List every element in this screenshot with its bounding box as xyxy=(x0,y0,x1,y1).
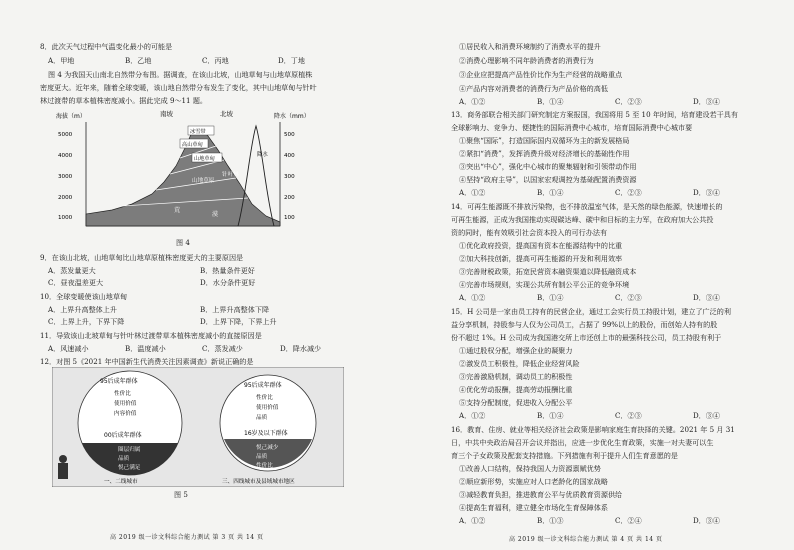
c2-item-2: 使用价值 xyxy=(256,405,279,411)
q11-stem: 11．导致该山北坡草甸与针叶林过渡带草本植株密度减小的直接原因是 xyxy=(40,331,262,340)
intro-line-1: 图 4 为我国天山南北自然带分布图。据调查，在该山北坡，山地草甸与山地草原植株 xyxy=(48,70,313,79)
q12-option-b: B．①④ xyxy=(537,97,564,106)
intro-line-3: 林过渡带的草本植株密度减小。据此完成 9～11 题。 xyxy=(40,96,208,105)
q9-option-d: D．水分条件更好 xyxy=(200,278,256,287)
q11-option-a: A．风速减小 xyxy=(48,344,89,353)
alt-tick-1000: 1000 xyxy=(58,215,73,221)
precip-axis-label: 降水（mm） xyxy=(274,113,310,120)
c2-bottom-item-2: 品质 xyxy=(256,454,268,460)
q15-option-a: A．①② xyxy=(459,411,486,420)
q9-option-b: B．热量条件更好 xyxy=(200,266,255,275)
q15-option-c: C．②③ xyxy=(615,411,642,420)
precip-curve-label: 降水 xyxy=(257,152,268,158)
q16-stem-1: 16．教育、住房、就业等相关经济社会政策是影响家庭生育抉择的关键。2021 年 5 月 31 xyxy=(451,425,735,434)
q12-option-c: C．②③ xyxy=(615,97,642,106)
q13-item-3: ③突出“中心”，强化中心城市的聚集辐射和引领带动作用 xyxy=(459,162,637,171)
precip-tick-200: 200 xyxy=(284,195,295,201)
q14-option-a: A．①② xyxy=(459,293,486,302)
q13-item-2: ②紧扣“消费”，发挥消费升级对经济增长的基础性作用 xyxy=(459,149,630,158)
c1-bottom-item-2: 品质 xyxy=(118,456,130,462)
precip-tick-100: 100 xyxy=(284,215,295,221)
q16-stem-2: 日，中共中央政治局召开会议并指出，应进一步优化生育政策，实施一对夫妻可以生 xyxy=(451,438,714,447)
q12-item-1: ①居民收入和消费环境制约了消费水平的提升 xyxy=(459,42,601,51)
q16-item-1: ①改善人口结构，保持我国人力资源禀赋优势 xyxy=(459,464,601,473)
zone-mountain-meadow: 山地草甸 xyxy=(194,156,215,162)
alt-tick-5000: 5000 xyxy=(58,132,73,138)
q15-option-b: B．①④ xyxy=(537,411,564,420)
precip-tick-400: 400 xyxy=(284,153,295,159)
figure-5-caption: 图 5 xyxy=(174,490,188,499)
north-slope-label: 北坡 xyxy=(220,110,233,118)
q13-option-d: D．③④ xyxy=(693,188,720,197)
c2-item-1: 性价比 xyxy=(256,395,273,401)
precip-tick-500: 500 xyxy=(284,132,295,138)
q15-item-5: ⑤支持分配制度，促进收入分配公平 xyxy=(459,398,573,407)
q13-option-a: A．①② xyxy=(459,188,486,197)
q12-item-2: ②消费心理影响不同年龄消费者的消费行为 xyxy=(459,56,594,65)
q16-option-d: D．③④ xyxy=(693,516,720,525)
south-slope-label: 南坡 xyxy=(160,110,173,118)
figure-5 xyxy=(52,367,344,487)
zone-snow: 冰雪带 xyxy=(190,129,206,135)
q14-item-4: ④完善市场规则，实现公共所有制公平公正的竞争环境 xyxy=(459,280,630,289)
q11-option-c: C．蒸发减少 xyxy=(202,344,243,353)
intro-line-2: 密度更大。近年来，随着全球变暖，该山地自然带分布发生了变化，其中山地草甸与针叶 xyxy=(40,83,317,92)
q10-option-c: C．上界上升，下界下降 xyxy=(48,317,125,326)
q11-option-b: B．温度减小 xyxy=(125,344,166,353)
q15-item-1: ①通过股权分配，增强企业的凝聚力 xyxy=(459,346,573,355)
c1-bottom-item-3: 悦己满足 xyxy=(118,465,141,471)
q14-stem-1: 14．可再生能源既不排放污染物，也不排放温室气体，是天然的绿色能源，快速增长的 xyxy=(451,202,723,211)
q16-item-4: ④提高生育福利，建立健全市场化生育保障体系 xyxy=(459,503,608,512)
q13-stem-1: 13．商务部联合相关部门研究制定方案报国，我国将用 5 至 10 年时间，培育建设若干具有 xyxy=(451,110,738,119)
q14-item-3: ③完善财税政策，拓宽民营资本融资渠道以降低融资成本 xyxy=(459,267,637,276)
q12-option-d: D．③④ xyxy=(693,97,720,106)
q12-item-3: ③企业应把提高产品性价比作为生产经营的战略重点 xyxy=(459,70,623,79)
q8-option-c: C．丙地 xyxy=(202,56,229,65)
q16-item-3: ③减轻教育负担，推进教育公平与优质教育资源供给 xyxy=(459,490,623,499)
q15-option-d: D．③④ xyxy=(693,411,720,420)
q8-option-a: A．甲地 xyxy=(48,56,75,65)
right-page xyxy=(397,0,794,550)
left-page-footer: 高 2019 级一诊文科综合能力测试 第 3 页 共 14 页 xyxy=(110,534,264,541)
q9-stem: 9．在该山北坡，山地草甸比山地草原植株密度更大的主要原因是 xyxy=(40,253,244,262)
zone-conifer-forest: 针叶林 xyxy=(222,172,239,178)
q15-stem-2: 益分享机制，持股参与人仅为公司员工，占据了 99%以上的股份，而创始人持有的股 xyxy=(451,320,718,329)
q15-item-2: ②激发员工积极性，降低企业经营风险 xyxy=(459,359,580,368)
q16-option-c: C．②④ xyxy=(615,516,642,525)
precip-tick-300: 300 xyxy=(284,174,295,180)
q15-stem-3: 份不超过 1%。H 公司成为我国港交所上市还创上市的最强科技公司，员工持股有利于 xyxy=(451,333,722,342)
altitude-axis-label: 海拔（m） xyxy=(56,113,86,120)
figure5-label-1: 一、二线城市 xyxy=(104,479,138,485)
q13-item-4: ④坚持“政府主导”，以国家宏观调控为基础配置消费资源 xyxy=(459,175,637,184)
c2-title: 95后成年群体 xyxy=(244,382,282,389)
q12-option-a: A．①② xyxy=(459,97,486,106)
c2-item-3: 品质 xyxy=(256,415,268,421)
q16-item-2: ②顺应新形势，实施应对人口老龄化的国家战略 xyxy=(459,477,608,486)
q12-stem: 12．对图 5《2021 年中国新生代消费关注因素调查》新说正确的是 xyxy=(40,357,254,366)
q14-item-2: ②加大科技创新，提高可再生能源的开发和利用效率 xyxy=(459,254,623,263)
q14-stem-2: 可再生能源，正成为我国推动实现碳达峰、碳中和目标的主力军，在政府加大公共投 xyxy=(451,215,714,224)
q10-option-b: B．上界升高整体下降 xyxy=(200,305,270,314)
q13-stem-2: 全球影响力、竞争力、便捷性的国际消费中心城市，培育国际消费中心城市要 xyxy=(451,123,693,132)
q13-item-1: ①聚焦“国际”，打造国际国内双循环为主的新发展格局 xyxy=(459,136,630,145)
q10-option-d: D．上界下降，下界上升 xyxy=(200,317,277,326)
q16-option-b: B．①③ xyxy=(537,516,564,525)
q11-option-d: D．降水减少 xyxy=(280,344,322,353)
figure5-label-2: 三、四线城市及县域城市地区 xyxy=(222,479,295,485)
q14-option-d: D．③④ xyxy=(693,293,720,302)
zone-desert-2: 漠 xyxy=(212,211,219,218)
zone-alpine-meadow: 高山草甸 xyxy=(182,142,203,148)
q9-option-c: C．昼夜温差更大 xyxy=(48,278,104,287)
q16-option-a: A．①② xyxy=(459,516,486,525)
q13-option-b: B．①④ xyxy=(537,188,564,197)
q12-item-4: ④产品内容对消费者的消费行为产品价格的高低 xyxy=(459,84,608,93)
q15-item-4: ④优化劳动报酬，提高劳动报酬比重 xyxy=(459,385,573,394)
q14-option-b: B．①④ xyxy=(537,293,564,302)
zone-mountain-grassland: 山地草原 xyxy=(192,178,215,184)
q10-stem: 10．全球变暖使该山地草甸 xyxy=(40,292,128,301)
q14-item-1: ①优化政府投资，提高国有资本在能源结构中的比重 xyxy=(459,241,623,250)
q14-option-c: C．②③ xyxy=(615,293,642,302)
c1-title: 95后成年群体 xyxy=(100,378,138,385)
right-page-footer: 高 2019 级一诊文科综合能力测试 第 4 页 共 14 页 xyxy=(509,536,663,543)
c2-bottom-item-3: 性价比 xyxy=(256,463,273,469)
c1-item-1: 性价比 xyxy=(114,391,131,397)
q8-option-b: B．乙地 xyxy=(125,56,152,65)
c1-item-3: 内容价值 xyxy=(114,411,137,417)
q8-option-d: D．丁地 xyxy=(278,56,305,65)
figure-4 xyxy=(52,106,314,238)
q8-stem: 8．此次天气过程中气温变化最小的可能是 xyxy=(40,42,173,51)
q10-option-a: A．上界升高整体上升 xyxy=(48,305,117,314)
c2-bottom-title: 16岁及以下群体 xyxy=(244,430,288,437)
q13-option-c: C．②③ xyxy=(615,188,642,197)
alt-tick-4000: 4000 xyxy=(58,153,73,159)
q15-item-3: ③完善激励机制，调动员工的积极性 xyxy=(459,372,573,381)
alt-tick-2000: 2000 xyxy=(58,195,73,201)
alt-tick-3000: 3000 xyxy=(58,174,73,180)
c1-bottom-item-1: 圈层归属 xyxy=(118,447,141,453)
q16-stem-3: 育三个子女政策及配套支持措施。下列措施有利于提升人们生育意愿的是 xyxy=(451,451,678,460)
figure-4-caption: 图 4 xyxy=(176,238,190,247)
zone-desert-1: 荒 xyxy=(174,207,181,214)
c1-bottom-title: 00后成年群体 xyxy=(104,432,142,439)
q14-stem-3: 资的同时，能有效吸引社会资本投入的可行办法有 xyxy=(451,228,608,237)
q9-option-a: A．蒸发量更大 xyxy=(48,266,96,275)
c2-bottom-item-1: 悦己减少 xyxy=(256,445,279,451)
c1-item-2: 使用价值 xyxy=(114,401,137,407)
q15-stem-1: 15．H 公司是一家由员工持有的民营企业，通过工会实行员工持股计划，建立了广泛的利 xyxy=(451,307,731,316)
